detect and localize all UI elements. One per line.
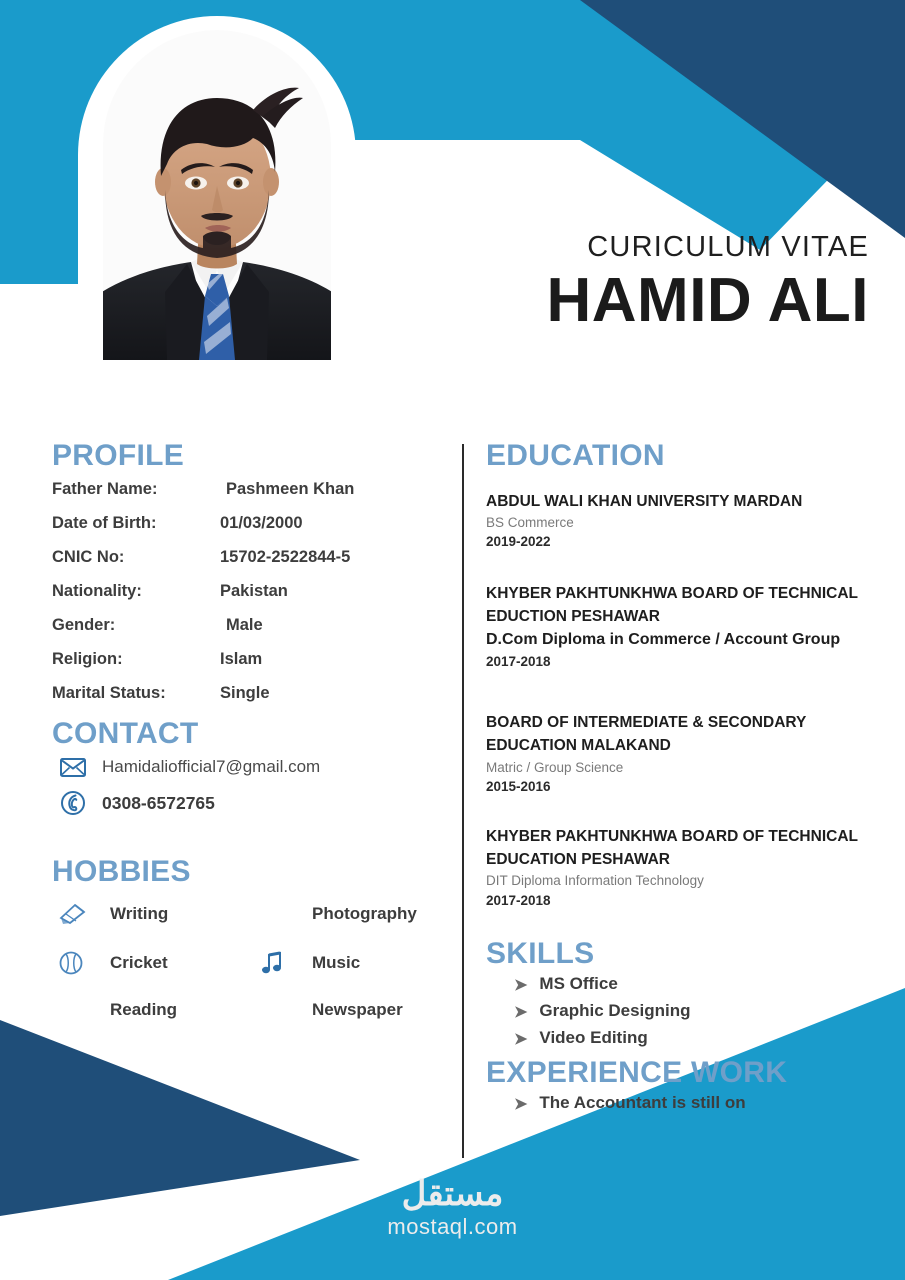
- education-item: [486, 490, 886, 552]
- contact-section-title: CONTACT: [52, 716, 199, 750]
- experience-section-title: EXPERIENCE WORK: [486, 1056, 788, 1090]
- cv-label: CURICULUM VITAE: [587, 231, 869, 263]
- pencil-icon: [52, 902, 110, 926]
- profile-label: CNIC No:: [52, 547, 125, 566]
- profile-row: [52, 514, 452, 533]
- skills-section-title: SKILLS: [486, 937, 595, 971]
- music-note-icon: [260, 950, 312, 976]
- hobbies-grid: [52, 902, 452, 1020]
- hobby-name: Cricket: [110, 952, 168, 972]
- list-item: [486, 1001, 886, 1024]
- education-institution: KHYBER PAKHTUNKHWA BOARD OF TECHNICAL EDUCTION PESHAWAR: [486, 584, 858, 626]
- profile-value: Male: [226, 615, 263, 634]
- education-years: 2019-2022: [486, 534, 551, 550]
- list-item: [486, 1093, 886, 1116]
- profile-label: Gender:: [52, 615, 116, 634]
- education-institution: KHYBER PAKHTUNKHWA BOARD OF TECHNICAL EDUCATION PESHAWAR: [486, 827, 858, 868]
- hobby-row: [52, 902, 452, 926]
- skills-list: [486, 974, 886, 1052]
- watermark-arabic: مستقل: [401, 1175, 504, 1214]
- education-degree: DIT Diploma Information Technology: [486, 873, 704, 889]
- profile-value: Pakistan: [220, 581, 288, 600]
- arrow-bullet-icon: ➤: [514, 976, 528, 994]
- list-item: [486, 1028, 886, 1051]
- list-item: [486, 974, 886, 997]
- profile-row: [52, 582, 452, 601]
- hobbies-section-title: HOBBIES: [52, 855, 191, 888]
- education-degree: D.Com Diploma in Commerce / Account Group: [486, 631, 841, 649]
- profile-value: Single: [220, 683, 270, 702]
- education-years: 2017-2018: [486, 653, 551, 669]
- right-column: [486, 440, 886, 1120]
- watermark-latin: mostaql.com: [387, 1214, 518, 1240]
- profile-label: Religion:: [52, 649, 123, 668]
- hobby-name: Reading: [110, 999, 178, 1019]
- profile-value: 15702-2522844-5: [220, 547, 351, 566]
- education-degree: BS Commerce: [486, 514, 574, 530]
- left-column: [52, 440, 452, 1044]
- education-institution: ABDUL WALI KHAN UNIVERSITY MARDAN: [486, 492, 803, 510]
- profile-rows: [52, 480, 452, 703]
- education-institution: BOARD OF INTERMEDIATE & SECONDARY EDUCATION MALAKAND: [486, 714, 807, 755]
- hobby-name: Writing: [110, 903, 169, 923]
- profile-value: Islam: [220, 649, 263, 668]
- experience-label: The Accountant is still on: [539, 1092, 746, 1112]
- phone-text: 0308-6572765: [102, 792, 215, 813]
- hobby-name: Newspaper: [312, 999, 403, 1019]
- profile-label: Nationality:: [52, 581, 142, 600]
- contact-phone-row[interactable]: [52, 790, 452, 816]
- hobby-row: [52, 950, 452, 976]
- profile-photo: [92, 30, 342, 360]
- education-section-title: EDUCATION: [486, 439, 665, 472]
- cricket-ball-icon: [52, 950, 110, 976]
- profile-label: Father Name:: [52, 479, 158, 498]
- email-text: Hamidaliofficial7@gmail.com: [102, 757, 321, 776]
- arrow-bullet-icon: ➤: [514, 1095, 528, 1113]
- education-item: [486, 582, 886, 671]
- profile-section-title: PROFILE: [52, 439, 185, 472]
- skill-label: Graphic Designing: [539, 1001, 691, 1021]
- envelope-icon: [52, 758, 102, 777]
- portrait-image: [103, 30, 331, 360]
- profile-row: [52, 650, 452, 669]
- hobby-name: Photography: [312, 903, 417, 923]
- profile-row: [52, 684, 452, 703]
- education-years: 2015-2016: [486, 779, 551, 795]
- profile-label: Date of Birth:: [52, 513, 157, 532]
- content-columns: [0, 440, 905, 1160]
- education-degree: Matric / Group Science: [486, 759, 624, 775]
- column-divider: [462, 444, 464, 1158]
- profile-value: 01/03/2000: [220, 513, 303, 532]
- profile-row: [52, 480, 452, 499]
- skill-label: MS Office: [539, 973, 618, 993]
- arrow-bullet-icon: ➤: [514, 1031, 528, 1049]
- profile-label: Marital Status:: [52, 683, 166, 702]
- contact-list: [52, 757, 452, 816]
- education-years: 2017-2018: [486, 892, 551, 908]
- arrow-bullet-icon: ➤: [514, 1004, 528, 1022]
- hobby-row: [52, 1000, 452, 1020]
- hobby-name: Music: [312, 952, 361, 972]
- candidate-name: HAMID ALI: [546, 265, 869, 335]
- experience-list: [486, 1093, 886, 1116]
- phone-icon: [52, 790, 102, 816]
- education-item: [486, 711, 886, 797]
- contact-email-row[interactable]: [52, 757, 452, 777]
- profile-row: [52, 616, 452, 635]
- profile-value: Pashmeen Khan: [226, 479, 355, 498]
- education-item: [486, 825, 886, 911]
- header-block: [547, 232, 870, 335]
- profile-row: [52, 548, 452, 567]
- skill-label: Video Editing: [539, 1028, 648, 1048]
